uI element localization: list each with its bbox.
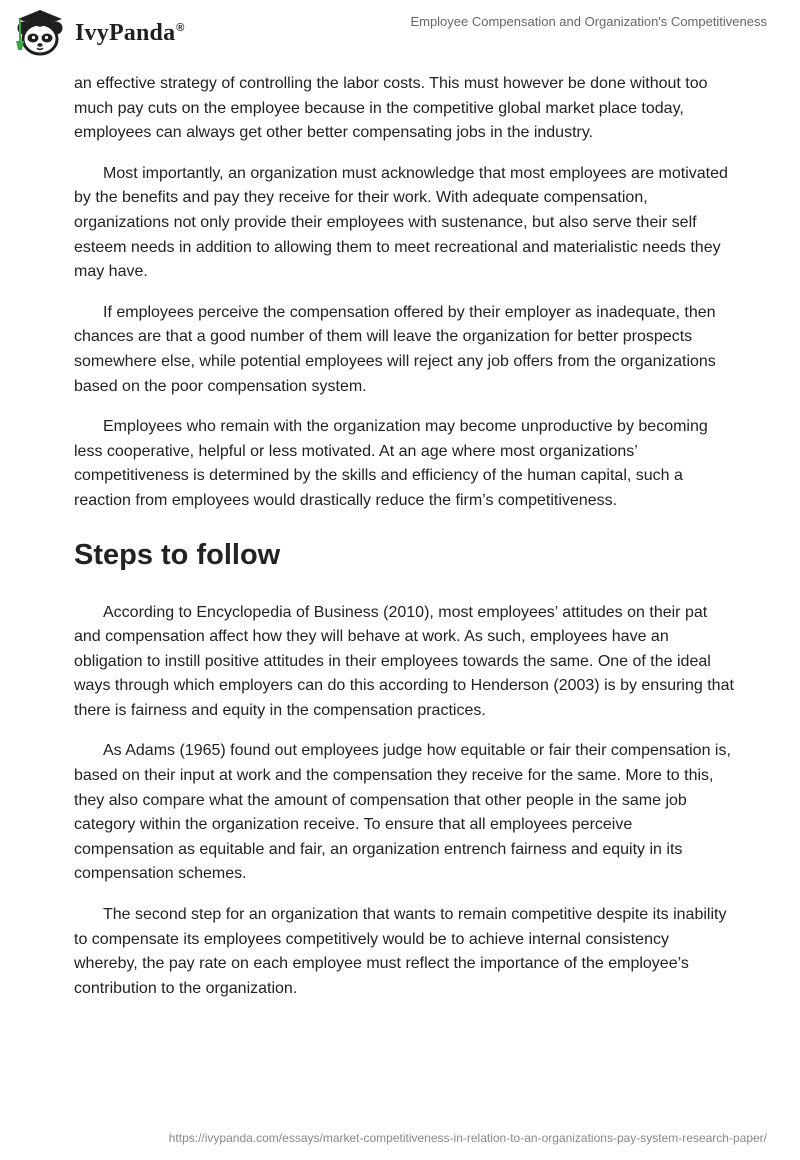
paragraph: According to Encyclopedia of Business (2010), most employees’ attitudes on their pat and compensation affect how they will behave at work. As such, employees have an obligation to instill positive attitudes in their employees towards the same. One of the ideal ways through which employers can do this according to Henderson (2003) is by ensuring that there is fairness and equity in the compensation practices. <box>74 603 734 719</box>
paragraph: an effective strategy of controlling the labor costs. This must however be done without too much pay cuts on the employee because in the competitive global market place today, employees can always get other better compensating jobs in the industry. <box>74 75 708 142</box>
panda-graduation-cap-logo-icon <box>12 8 70 58</box>
essay-content <box>74 72 734 1017</box>
section-heading: Steps to follow <box>74 538 281 571</box>
document-title: Employee Compensation and Organization's Competitiveness <box>410 14 767 29</box>
ivypanda-logo[interactable] <box>12 8 185 58</box>
registered-mark: ® <box>176 21 185 34</box>
paragraph: As Adams (1965) found out employees judge how equitable or fair their compensation is, based on their input at work and the compensation they receive for the same. More to this, they also compare what the amount of compensation that other people in the same job category within the organization receive. To ensure that all employees perceive compensation as equitable and fair, an organization entrench fairness and equity in its compensation schemes. <box>74 742 731 883</box>
brand-name-text: IvyPanda <box>75 19 176 46</box>
paragraph: If employees perceive the compensation offered by their employer as inadequate, then chances are that a good number of them will leave the organization for better prospects somewhere else, while potential employees will reject any job offers from the organizations based on the poor compensation system. <box>74 303 716 395</box>
page-header <box>0 0 800 70</box>
paragraph: Employees who remain with the organization may become unproductive by becoming less cooperative, helpful or less motivated. At an age where most organizations’ competitiveness is determined by the skills and efficiency of the human capital, such a reaction from employees would drastically reduce the firm’s competitiveness. <box>74 418 708 509</box>
paragraph: The second step for an organization that wants to remain competitive despite its inability to compensate its employees competitively would be to achieve internal consistency whereby, the pay rate on each employee must reflect the importance of the employee’s contribution to the organization. <box>74 906 727 997</box>
paragraph: Most importantly, an organization must acknowledge that most employees are motivated by the benefits and pay they receive for their work. With adequate compensation, organizations not only provide their employees with sustenance, but also serve their self esteem needs in addition to allowing them to meet recreational and materialistic needs they may have. <box>74 164 728 281</box>
source-url[interactable]: https://ivypanda.com/essays/market-competitiveness-in-relation-to-an-organizations-pay-system-research-paper/ <box>168 1131 767 1145</box>
brand-name <box>75 20 185 47</box>
